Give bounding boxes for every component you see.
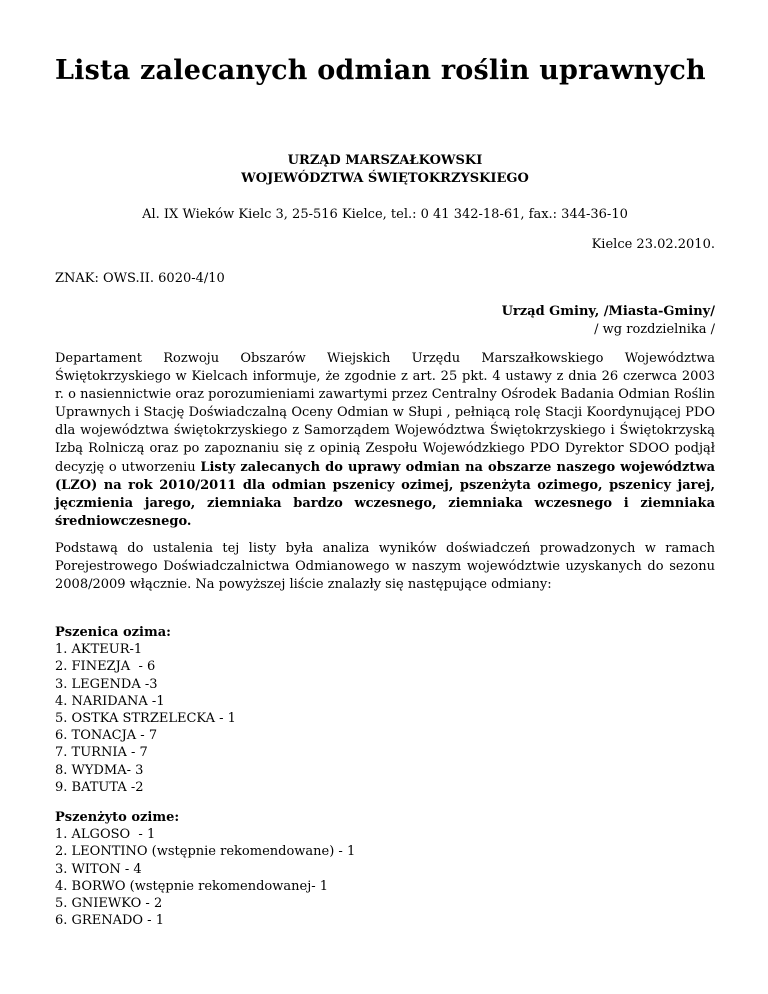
list-item: 1. ALGOSO - 1 bbox=[55, 827, 156, 843]
office-header bbox=[55, 152, 715, 188]
document-date: Kielce 23.02.2010. bbox=[591, 237, 715, 252]
list-item: 6. GRENADO - 1 bbox=[55, 913, 164, 929]
list-item: 4. BORWO (wstępnie rekomendowanej- 1 bbox=[55, 878, 329, 894]
intro-paragraph bbox=[55, 350, 715, 531]
section-pszenzyto-ozime bbox=[55, 809, 715, 929]
list-item: 1. AKTEUR-1 bbox=[55, 642, 143, 658]
list-item: 8. WYDMA- 3 bbox=[55, 762, 144, 778]
section-heading: Pszenżyto ozime: bbox=[55, 810, 180, 825]
list-item: 2. LEONTINO (wstępnie rekomendowane) - 1 bbox=[55, 844, 356, 860]
reference-number: ZNAK: OWS.II. 6020-4/10 bbox=[55, 271, 225, 286]
recipient-line1: Urząd Gminy, /Miasta-Gminy/ bbox=[501, 304, 715, 319]
list-item: 5. GNIEWKO - 2 bbox=[55, 896, 163, 912]
office-name-line2: WOJEWÓDZTWA ŚWIĘTOKRZYSKIEGO bbox=[241, 171, 529, 186]
document-title: Lista zalecanych odmian roślin uprawnych bbox=[55, 55, 706, 86]
intro-paragraph-bold: Listy zalecanych do uprawy odmian na obszarze naszego województwa (LZO) na rok 2010/2011 dla odmian pszenicy ozimej, pszenżyta ozimego, pszenicy jarej, jęczmienia jarego, ziemniaka bardzo wczesnego, ziemniaka wczesnego i ziemniaka średniowczesnego. bbox=[55, 459, 715, 529]
office-address: Al. IX Wieków Kielc 3, 25-516 Kielce, tel.: 0 41 342-18-61, fax.: 344-36-10 bbox=[142, 207, 628, 222]
intro-paragraph-text: Departament Rozwoju Obszarów Wiejskich Urzędu Marszałkowskiego Województwa Świętokrzyskiego w Kielcach informuje, że zgodnie z art. 25 pkt. 4 ustawy z dnia 26 czerwca 2003 r. o nasiennictwie oraz porozumieniami zawartymi przez Centralny Ośrodek Badania Odmian Roślin Uprawnych i Stację Doświadczalną Oceny Odmian w Słupi , pełniącą rolę Stacji Koordynującej PDO dla województwa świętokrzyskiego z Samorządem Województwa Świętokrzyskiego i Świętokrzyską Izbą Rolniczą oraz po zapoznaniu się z opinią Zespołu Wojewódzkiego PDO Dyrektor SDOO podjął decyzję o utworzeniu bbox=[55, 351, 715, 475]
recipient-line2: / wg rozdzielnika / bbox=[594, 322, 715, 337]
basis-paragraph: Podstawą do ustalenia tej listy była analiza wyników doświadczeń prowadzonych w ramach Porejestrowego Doświadczalnictwa Odmianowego w naszym województwie uzyskanych do sezonu 2008/2009 włącznie. Na powyższej liście znalazły się następujące odmiany: bbox=[55, 541, 715, 593]
list-item: 3. LEGENDA -3 bbox=[55, 676, 158, 692]
variety-list bbox=[55, 826, 715, 929]
list-item: 3. WITON - 4 bbox=[55, 861, 142, 877]
variety-list bbox=[55, 641, 715, 796]
list-item: 7. TURNIA - 7 bbox=[55, 745, 148, 761]
list-item: 4. NARIDANA -1 bbox=[55, 693, 165, 709]
list-item: 2. FINEZJA - 6 bbox=[55, 659, 156, 675]
office-name-line1: URZĄD MARSZAŁKOWSKI bbox=[287, 153, 483, 168]
list-item: 6. TONACJA - 7 bbox=[55, 728, 158, 744]
recipient-block bbox=[502, 303, 715, 339]
section-heading: Pszenica ozima: bbox=[55, 625, 171, 640]
list-item: 5. OSTKA STRZELECKA - 1 bbox=[55, 711, 236, 727]
list-item: 9. BATUTA -2 bbox=[55, 779, 144, 795]
section-pszenica-ozima bbox=[55, 624, 715, 796]
